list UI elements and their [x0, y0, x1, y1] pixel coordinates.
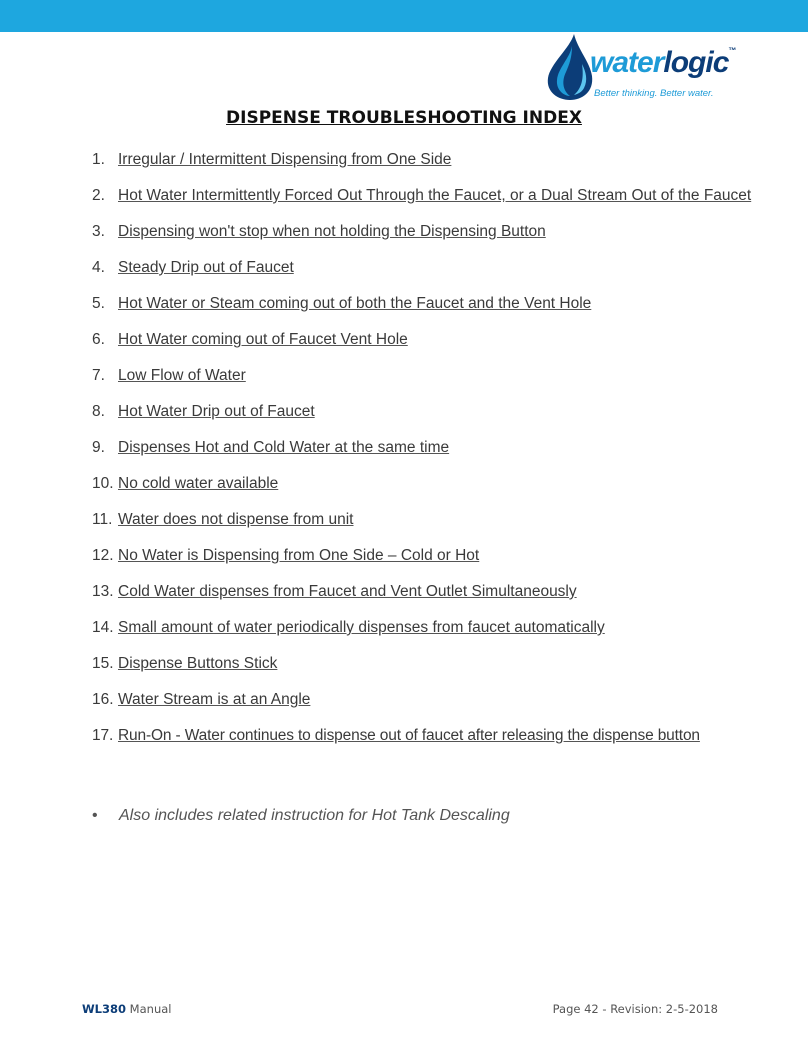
toc-link[interactable]: Irregular / Intermittent Dispensing from One Side [118, 151, 452, 168]
logo-tagline: Better thinking. Better water. [594, 88, 714, 99]
waterlogic-logo [540, 30, 736, 105]
toc-link[interactable]: Run-On - Water continues to dispense out of faucet after releasing the dispense button [118, 727, 700, 744]
footer-model: WL380 [82, 1002, 127, 1016]
toc-link[interactable]: Small amount of water periodically dispenses from faucet automatically [118, 619, 605, 636]
toc-link[interactable]: Dispenses Hot and Cold Water at the same time [118, 439, 450, 456]
descaling-note [92, 807, 510, 825]
toc-link[interactable]: Water Stream is at an Angle [118, 691, 311, 708]
list-item: 13. Cold Water dispenses from Faucet and Vent Outlet Simultaneously [92, 583, 577, 600]
toc-link[interactable]: No cold water available [118, 475, 279, 492]
list-item: 6. Hot Water coming out of Faucet Vent Hole [92, 331, 408, 348]
toc-link[interactable]: Water does not dispense from unit [118, 511, 354, 528]
header-bar [0, 0, 808, 32]
note-text: Also includes related instruction for Hot Tank Descaling [119, 807, 510, 824]
list-item: 3. Dispensing won't stop when not holding the Dispensing Button [92, 223, 546, 240]
list-item: 7. Low Flow of Water [92, 367, 246, 384]
toc-link[interactable]: Dispense Buttons Stick [118, 655, 278, 672]
list-item: 2. Hot Water Intermittently Forced Out Through the Faucet, or a Dual Stream Out of the Faucet [92, 187, 752, 204]
list-item: 1. Irregular / Intermittent Dispensing from One Side [92, 151, 452, 168]
list-item: 12. No Water is Dispensing from One Side – Cold or Hot [92, 547, 480, 564]
toc-link[interactable]: Cold Water dispenses from Faucet and Vent Outlet Simultaneously [118, 583, 577, 600]
toc-link[interactable]: Hot Water Drip out of Faucet [118, 403, 315, 420]
logo-wordmark: waterlogic™ [590, 46, 736, 79]
bullet: • [92, 807, 98, 824]
list-item: 4. Steady Drip out of Faucet [92, 259, 294, 276]
list-item: 10. No cold water available [92, 475, 279, 492]
list-item: 9. Dispenses Hot and Cold Water at the same time [92, 439, 450, 456]
toc-link[interactable]: Low Flow of Water [118, 367, 246, 384]
footer-manual-label [82, 1002, 171, 1016]
footer-page-info: Page 42 - Revision: 2-5-2018 [552, 1002, 718, 1016]
toc-link[interactable]: Hot Water Intermittently Forced Out Through the Faucet, or a Dual Stream Out of the Faucet [118, 187, 752, 204]
toc-link[interactable]: Dispensing won't stop when not holding the Dispensing Button [118, 223, 546, 240]
footer-manual-word: Manual [126, 1002, 172, 1016]
list-item: 5. Hot Water or Steam coming out of both the Faucet and the Vent Hole [92, 295, 592, 312]
list-item: 16. Water Stream is at an Angle [92, 691, 311, 708]
list-item: 14. Small amount of water periodically dispenses from faucet automatically [92, 619, 605, 636]
toc-link[interactable]: Hot Water or Steam coming out of both the Faucet and the Vent Hole [118, 295, 592, 312]
troubleshooting-index-list [92, 150, 752, 745]
list-item: 15. Dispense Buttons Stick [92, 655, 278, 672]
toc-link[interactable]: No Water is Dispensing from One Side – Cold or Hot [118, 547, 480, 564]
toc-link[interactable]: Hot Water coming out of Faucet Vent Hole [118, 331, 408, 348]
list-item: 8. Hot Water Drip out of Faucet [92, 403, 315, 420]
page-title: DISPENSE TROUBLESHOOTING INDEX [226, 108, 582, 128]
list-item: 17. Run-On - Water continues to dispense out of faucet after releasing the dispense button [92, 727, 700, 744]
toc-link[interactable]: Steady Drip out of Faucet [118, 259, 294, 276]
list-item: 11. Water does not dispense from unit [92, 511, 354, 528]
